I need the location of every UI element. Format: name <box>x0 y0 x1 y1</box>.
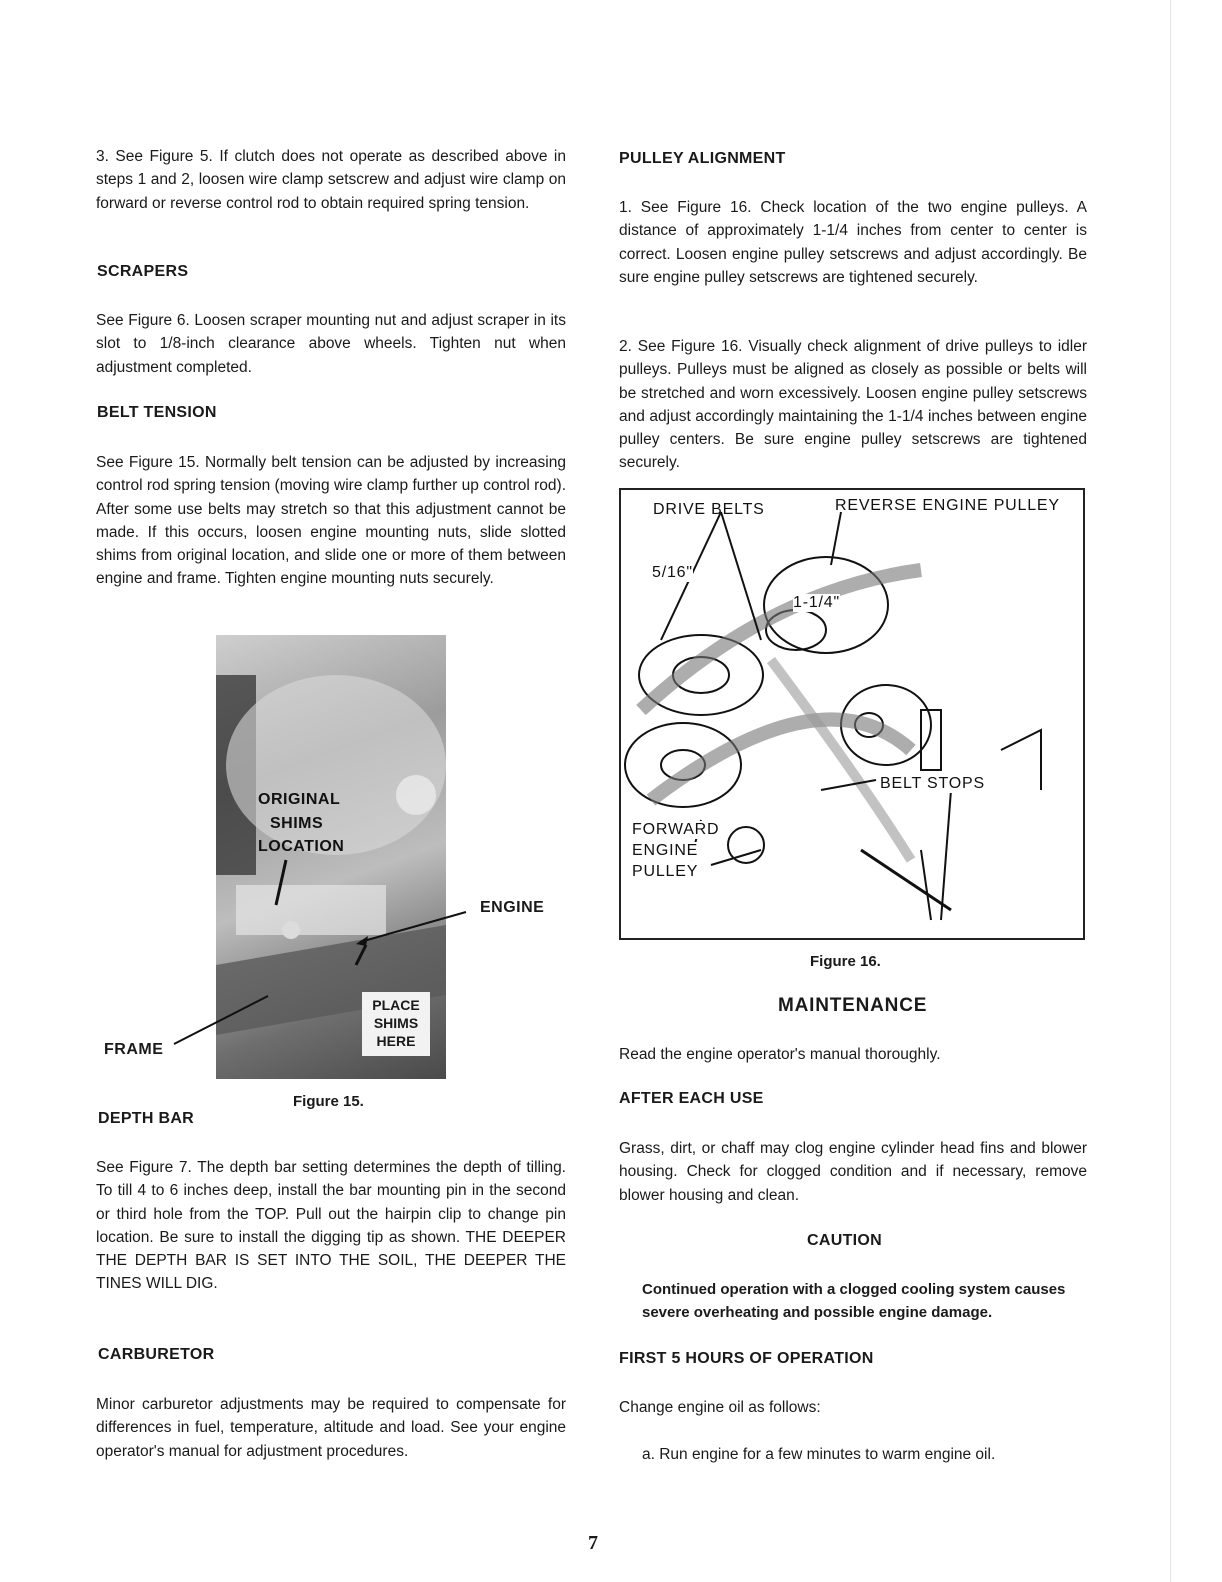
place-label-1: PLACE <box>372 997 420 1013</box>
maintenance-section <box>619 1043 1087 1066</box>
caution-heading: CAUTION <box>807 1232 882 1249</box>
carburetor-text: Minor carburetor adjustments may be required to compensate for differences in fuel, temperature, altitude and load. See your engine operator's manual for adjustment procedures. <box>96 1396 566 1460</box>
pulley-step-1-text: 1. See Figure 16. Check location of the two engine pulleys. A distance of approximately 1-1/4 inches from center to center is correct. Loosen engine pulley setscrews and adjust accordingly. Be sure engine pulley setscrews are tightened securely. <box>619 199 1087 286</box>
forward-label-1: FORWARD <box>632 821 720 838</box>
scrapers-heading: SCRAPERS <box>97 263 189 280</box>
drive-belts-label: DRIVE BELTS <box>653 501 765 518</box>
original-label-2: SHIMS <box>270 815 324 832</box>
after-each-use-heading: AFTER EACH USE <box>619 1090 764 1107</box>
pulley-step-2 <box>619 335 1087 475</box>
dimension-5-16-label: 5/16" <box>652 564 693 581</box>
scrapers-text: See Figure 6. Loosen scraper mounting nut and adjust scraper in its slot to 1/8-inch clearance above wheels. Tighten nut when adjustment completed. <box>96 312 566 376</box>
caution-text: Continued operation with a clogged cooling system causes severe overheating and possible engine damage. <box>642 1281 1066 1322</box>
original-label-3: LOCATION <box>258 838 345 855</box>
depth-bar-text: See Figure 7. The depth bar setting determines the depth of tilling. To till 4 to 6 inches deep, install the bar mounting pin in the second or third hole from the TOP. Pull out the hairpin clip to change pin location. Be sure to install the digging tip as shown. THE DEEPER THE DEPTH BAR IS SET INTO THE SOIL, THE DEEPER THE TINES WILL DIG. <box>96 1159 566 1293</box>
belt-stops-label: BELT STOPS <box>880 775 985 792</box>
depth-bar-section <box>96 1156 566 1296</box>
after-each-use-section <box>619 1137 1087 1207</box>
place-label-2: SHIMS <box>373 1015 419 1031</box>
dimension-1-1-4-label: 1-1/4" <box>793 594 840 611</box>
first-5-hours-heading: FIRST 5 HOURS OF OPERATION <box>619 1350 874 1367</box>
place-label-3: HERE <box>376 1033 416 1049</box>
forward-label-2: ENGINE <box>632 842 699 859</box>
first-5-hours-section <box>619 1396 1087 1419</box>
maintenance-heading: MAINTENANCE <box>778 995 928 1016</box>
pulley-step-1 <box>619 196 1087 289</box>
first-5-hours-text: Change engine oil as follows: <box>619 1399 821 1416</box>
forward-label-3: PULLEY <box>632 863 699 880</box>
figure-15-leaders <box>160 900 480 1060</box>
original-label-1: ORIGINAL <box>258 791 341 808</box>
belt-tension-section <box>96 451 566 591</box>
figure-15-caption: Figure 15. <box>293 1093 364 1110</box>
belt-tension-text: See Figure 15. Normally belt tension can be adjusted by increasing control rod spring tension (moving wire clamp further up control rod). After some use belts may stretch so that this adjustment cannot be made. If this occurs, loosen engine mounting nuts, slide slotted shims from original location, and slide one or more of them between engine and frame. Tighten engine mounting nuts securely. <box>96 454 566 588</box>
maintenance-text: Read the engine operator's manual thoroughly. <box>619 1046 941 1063</box>
oil-step-a-text: a. Run engine for a few minutes to warm engine oil. <box>642 1446 996 1463</box>
belt-tension-heading: BELT TENSION <box>97 404 217 421</box>
caution-section <box>642 1278 1072 1325</box>
depth-bar-heading: DEPTH BAR <box>98 1110 195 1127</box>
figure-16-caption: Figure 16. <box>810 953 881 970</box>
figure-16-diagram <box>619 488 1085 940</box>
after-each-use-text: Grass, dirt, or chaff may clog engine cylinder head fins and blower housing. Check for clogged condition and if necessary, remove blower housing and clean. <box>619 1140 1087 1204</box>
clutch-step-3 <box>96 145 566 215</box>
page-edge-rule <box>1170 0 1171 1582</box>
oil-step-a <box>642 1443 1088 1466</box>
frame-label: FRAME <box>104 1041 164 1058</box>
reverse-engine-pulley-label: REVERSE ENGINE PULLEY <box>835 497 1060 514</box>
scrapers-section <box>96 309 566 379</box>
carburetor-heading: CARBURETOR <box>98 1346 215 1363</box>
engine-label: ENGINE <box>480 899 545 916</box>
page-number: 7 <box>588 1532 598 1554</box>
pulley-step-2-text: 2. See Figure 16. Visually check alignment of drive pulleys to idler pulleys. Pulleys must be aligned as closely as possible or belts will be stretched and worn excessively. Loosen engine pulley setscrews and adjust accordingly maintaining the 1-1/4 inches between engine pulley centers. Be sure engine pulley setscrews are tightened securely. <box>619 338 1087 472</box>
pulley-alignment-heading: PULLEY ALIGNMENT <box>619 150 786 167</box>
carburetor-section <box>96 1393 566 1463</box>
clutch-step-3-text: 3. See Figure 5. If clutch does not operate as described above in steps 1 and 2, loosen wire clamp setscrew and adjust wire clamp on forward or reverse control rod to obtain required spring tension. <box>96 148 566 212</box>
